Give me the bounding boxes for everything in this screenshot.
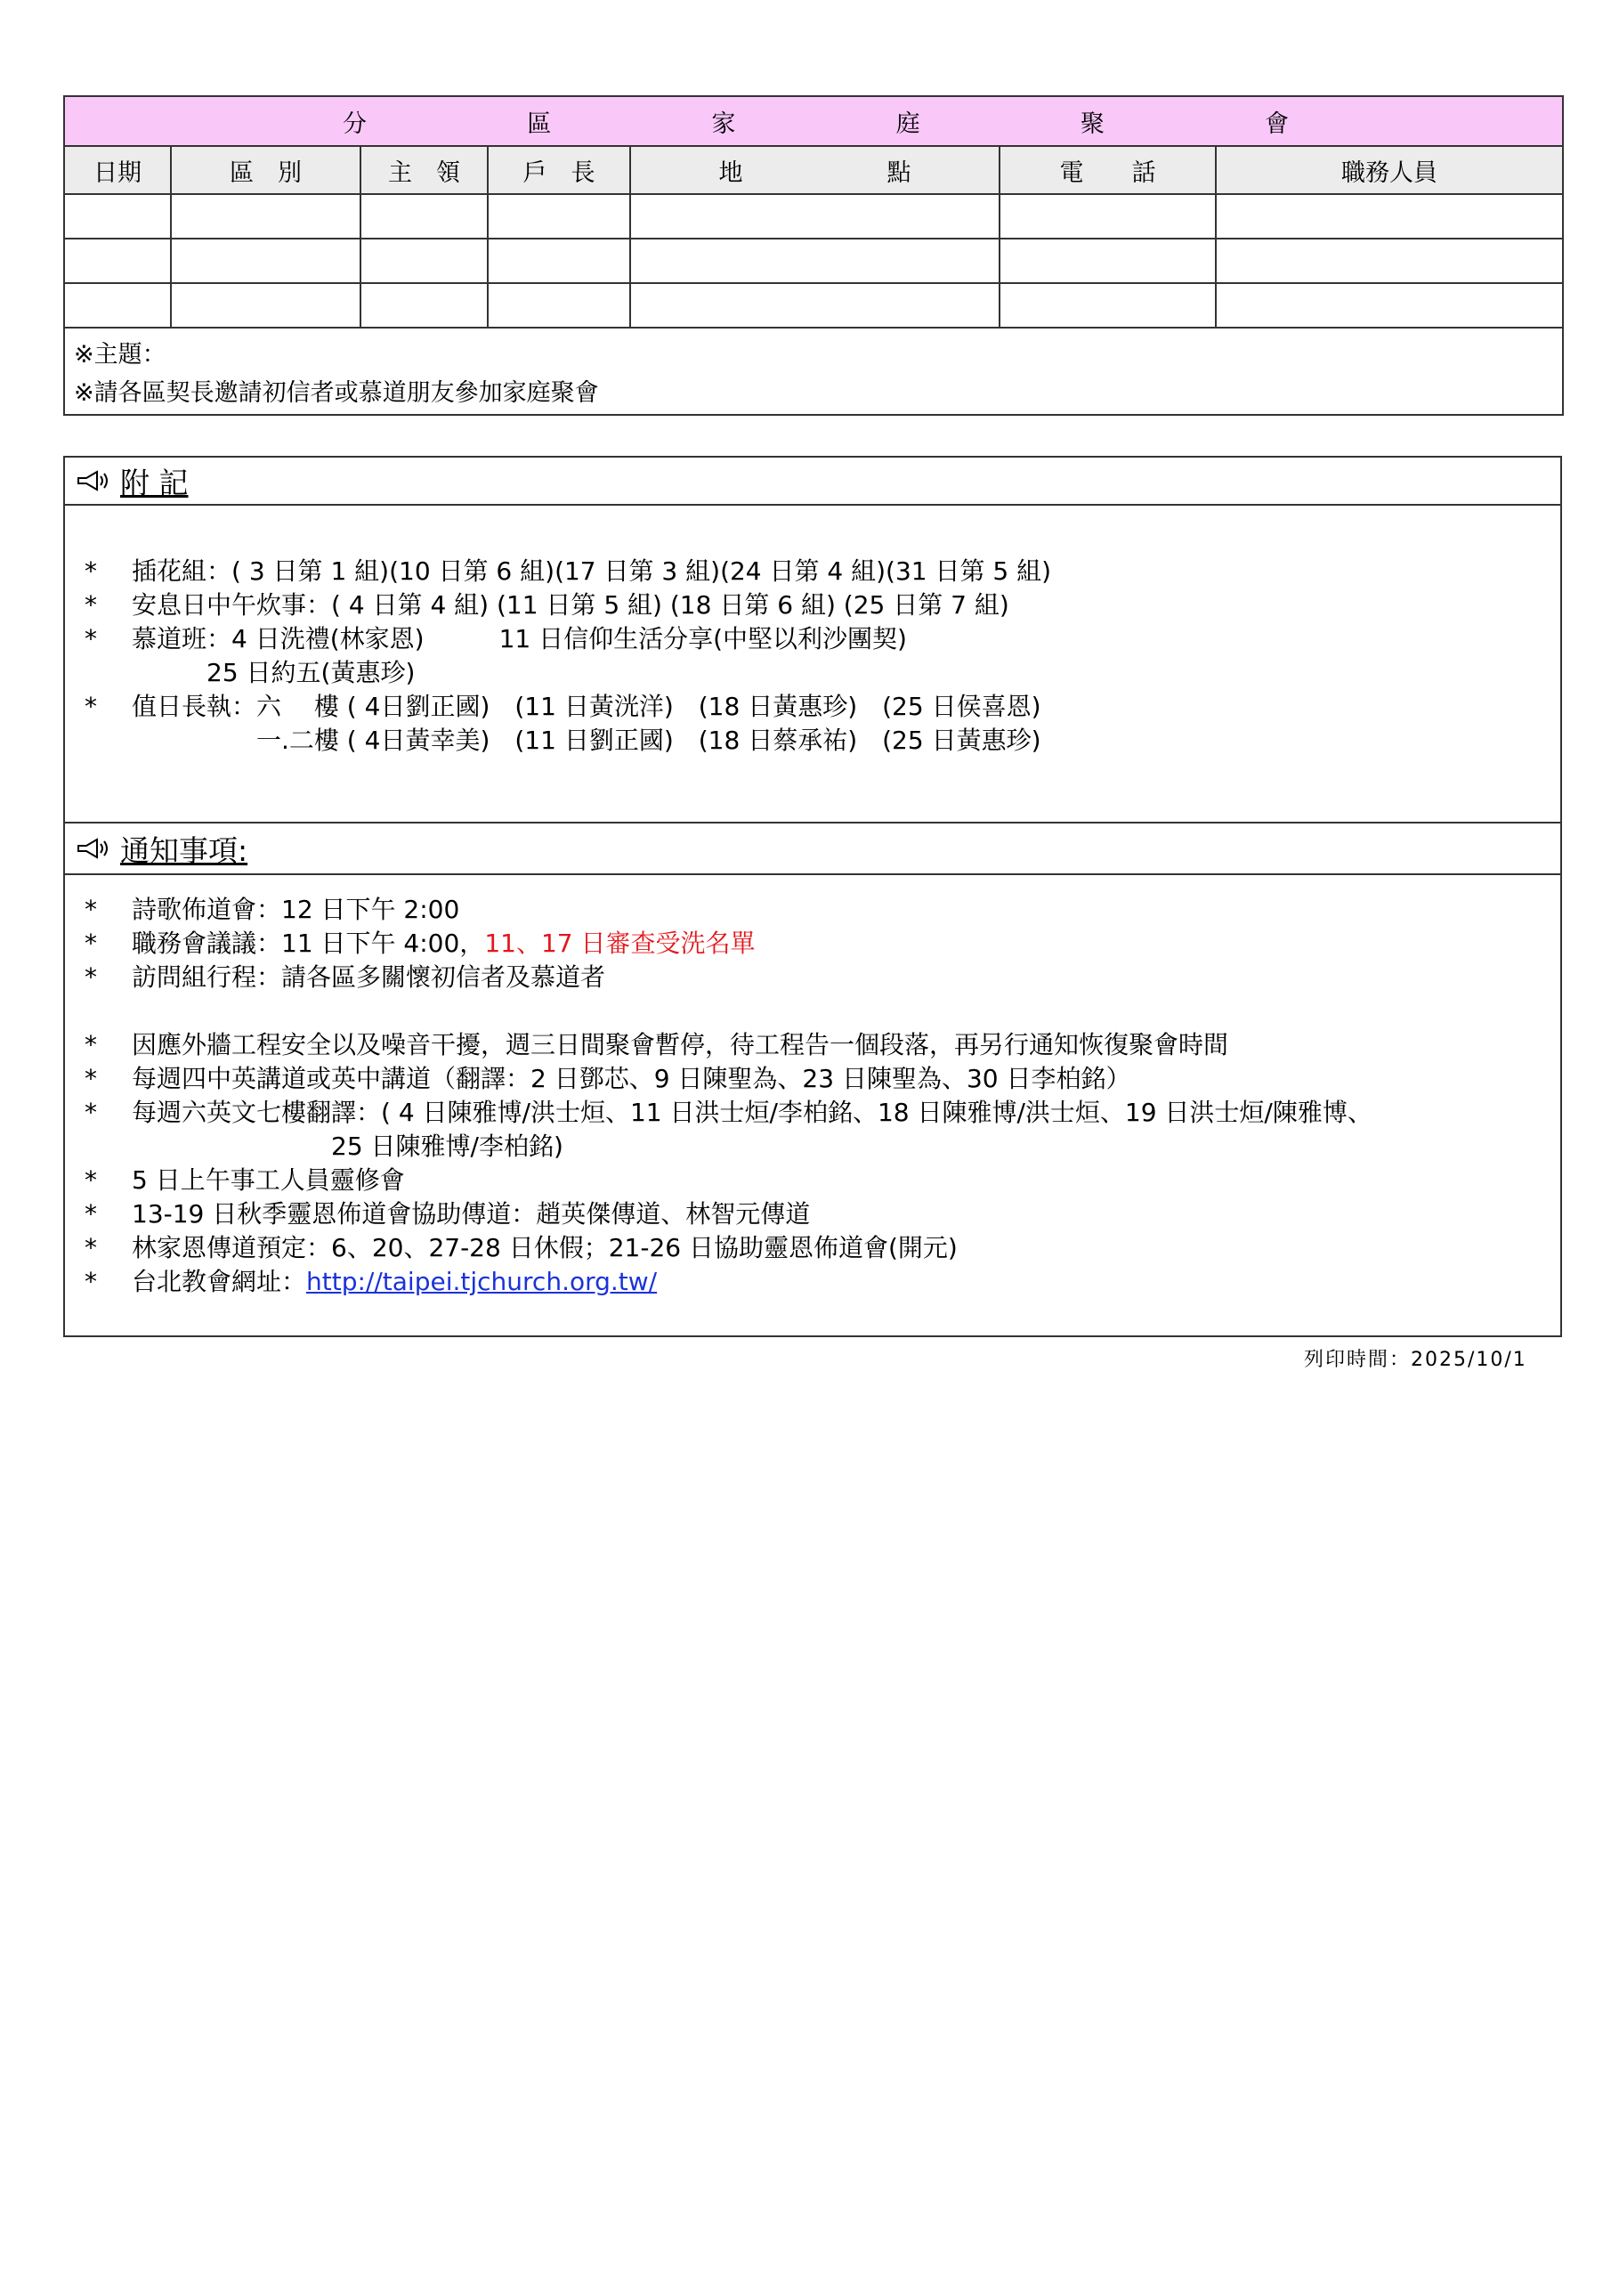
table-title-row: [64, 96, 1563, 146]
theme-label: ※主題：: [74, 341, 166, 369]
title-char: 家: [711, 110, 738, 138]
title-char: 分: [343, 110, 368, 138]
list-item: * 每週四中英講道或英中講道（翻譯：2 日鄧芯、9 日陳聖為、23 日陳聖為、30 日李柏銘）: [85, 1064, 1131, 1093]
list-item: * 插花組：( 3 日第 1 組)(10 日第 6 組)(17 日第 3 組)(24 日第 4 組)(31 日第 5 組): [85, 556, 1052, 586]
list-item: * 值日長執：六 樓 ( 4日劉正國) (11 日黃洸洋) (18 日黃惠珍) (25 日侯喜恩): [85, 692, 1041, 721]
title-char: 區: [527, 110, 554, 138]
spacer: [65, 994, 1560, 1028]
list-item: * 13-19 日秋季靈恩佈道會協助傳道：趙英傑傳道、林智元傳道: [85, 1199, 811, 1229]
megaphone-icon: [76, 469, 113, 492]
list-item: * 安息日中午炊事：( 4 日第 4 組) (11 日第 5 組) (18 日第 6 組) (25 日第 7 組): [85, 590, 1009, 620]
list-item: * 5 日上午事工人員靈修會: [85, 1165, 405, 1195]
list-item: * 慕道班：4 日洗禮(林家恩) 11 日信仰生活分享(中堅以利沙團契): [85, 624, 907, 653]
fuji-content: [65, 506, 1560, 822]
header-location: 地 點: [630, 146, 1000, 194]
notify-title: 通知事項:: [120, 832, 248, 868]
table-title: [65, 104, 1562, 139]
meeting-schedule-table: [63, 95, 1564, 416]
title-char: 聚: [1080, 110, 1106, 138]
table-header-row: [64, 146, 1563, 194]
list-item: * 詩歌佈道會：12 日下午 2:00: [85, 895, 460, 924]
notify-content: [65, 875, 1560, 1299]
table-row: [64, 239, 1563, 283]
table-row: [64, 194, 1563, 239]
theme-note: ※請各區契長邀請初信者或慕道朋友參加家庭聚會: [74, 379, 599, 407]
list-item: 一.二樓 ( 4日黃幸美) (11 日劉正國) (18 日蔡承祐) (25 日黃惠珍): [132, 726, 1041, 755]
list-item: * 因應外牆工程安全以及噪音干擾，週三日間聚會暫停，待工程告一個段落，再另行通知恢復聚會時間: [85, 1030, 1229, 1059]
list-item: * 職務會議議：11 日下午 4:00，11、17 日審查受洗名單: [85, 929, 756, 958]
highlight-text: 11、17 日審查受洗名單: [484, 929, 756, 958]
fuji-title: 附 記: [120, 465, 189, 500]
header-date: 日期: [64, 146, 171, 194]
notify-header: [65, 822, 1560, 875]
title-char: 庭: [895, 110, 922, 138]
fuji-header: [65, 458, 1560, 506]
megaphone-icon: [76, 837, 113, 860]
table-note-row: [64, 328, 1563, 415]
list-item: * 每週六英文七樓翻譯：( 4 日陳雅博/洪士烜、11 日洪士烜/李柏銘、18 日陳雅博/洪士烜、19 日洪士烜/陳雅博、: [85, 1098, 1372, 1127]
list-item: 25 日約五(黃惠珍): [132, 658, 416, 687]
notes-box: [63, 456, 1562, 1337]
table-row: [64, 283, 1563, 328]
header-phone: 電 話: [1000, 146, 1216, 194]
list-item: 25 日陳雅博/李柏銘): [132, 1132, 563, 1161]
print-timestamp: 列印時間：2025/10/1: [1304, 1349, 1527, 1371]
header-staff: 職務人員: [1216, 146, 1563, 194]
list-item: * 台北教會網址：http://taipei.tjchurch.org.tw/: [85, 1267, 658, 1296]
header-leader: 主 領: [360, 146, 488, 194]
list-item: * 林家恩傳道預定：6、20、27-28 日休假；21-26 日協助靈恩佈道會(開元): [85, 1233, 958, 1262]
title-char: 會: [1265, 110, 1291, 138]
list-item: * 訪問組行程：請各區多關懷初信者及慕道者: [85, 962, 606, 992]
header-householder: 戶 長: [488, 146, 630, 194]
header-district: 區 別: [171, 146, 360, 194]
website-link[interactable]: http://taipei.tjchurch.org.tw/: [306, 1267, 658, 1296]
family-meeting-table: [63, 95, 1562, 416]
